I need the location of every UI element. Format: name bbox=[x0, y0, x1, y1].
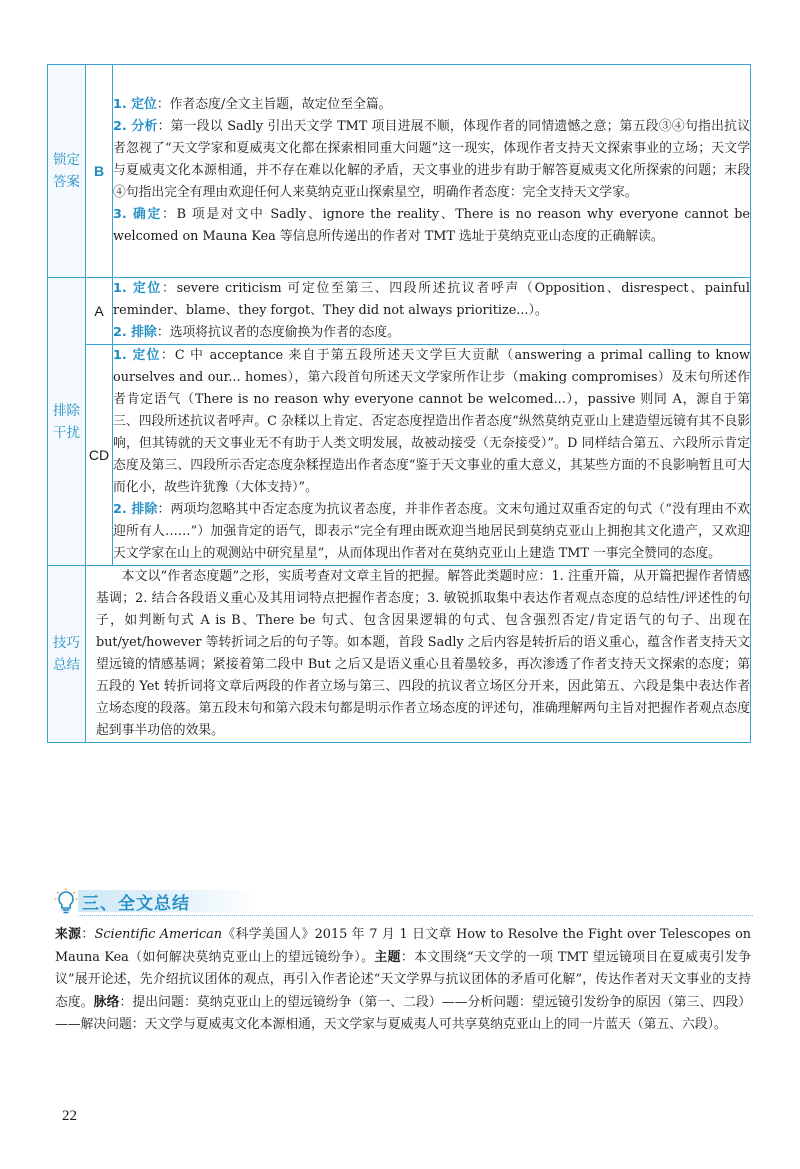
theme-text: ：本文围绕“天文学的一项 TMT 望远镜项目在夏威夷引发争议”展开论述，先介绍抗议团体的观点，再引入作者论述“天文学界与抗议团体的矛盾可化解”，传达作者对天文事业的支持态度。 bbox=[55, 949, 752, 1010]
lock-step-1: 1. 定位：作者态度/全文主旨题，故定位至全篇。 bbox=[113, 97, 392, 112]
row-exclude-cd bbox=[48, 345, 751, 566]
exclude-a-step-1: 1. 定位：severe criticism 可定位至第三、四段所述抗议者呼声（Opposition、disrespect、painful reminder、blame、they forgot、They did not always prioritize...）。 bbox=[113, 281, 750, 318]
article-summary: 来源：Scientific American《科学美国人》2015 年 7 月 1 日文章 How to Resolve the Fight over Telescopes on Mauna Kea（如何解决莫纳克亚山上的望远镜纷争）。主题：本文围绕“天文学的一项 TMT 望远镜项目在夏威夷引发争议”展开论述，先介绍抗议团体的观点，再引入作者论述“天文学界与抗议团体的矛盾可化解”，传达作者对天文事业的支持态度。脉络：提出问题：莫纳克亚山上的望远镜纷争（第一、二段）——分析问题：望远镜引发纷争的原因（第三、四段）——解决问题：天文学与夏威夷文化本源相通，天文学家与夏威夷人可共享莫纳克亚山上的同一片蓝天（第五、六段）。 bbox=[55, 927, 752, 1032]
context-label: 脉络 bbox=[93, 994, 120, 1010]
exclude-a-body bbox=[113, 278, 751, 345]
section-title: 三、全文总结 bbox=[82, 894, 190, 914]
source-text: 《科学美国人》2015 年 7 月 1 日文章 How to Resolve the Fight over Telescopes on Mauna Kea（如何解决莫纳克亚山上的望远镜纷争）。 bbox=[55, 927, 752, 965]
theme-label: 主题 bbox=[374, 949, 401, 965]
row-lock-answer bbox=[48, 65, 751, 278]
option-cd: CD bbox=[86, 345, 113, 566]
exclude-cd-step-1: 1. 定位：C 中 acceptance 来自于第五段所述天文学巨大贡献（answering a primal calling to know ourselves and our... homes），第六段首句所述天文学家所作让步（making compromises）及末句所述作者肯定语气（There is no reason why everyone cannot be welcomed...），passive 则同 A，源自于第三、四段所述抗议者呼声。C 杂糅以上肯定、否定态度捏造出作者态度“纵然莫纳克亚山上建造望远镜有其不良影响，但其铸就的天文事业无不有助于人类文明发展，故被动接受（无奈接受）”。D 同样结合第五、六段所示肯定态度及第三、四段所示否定态度杂糅捏造出作者态度“鉴于天文事业的重大意义，其某些方面的不良影响暂且可大而化小，故些许犹豫（大体支持）”。 bbox=[113, 348, 750, 495]
lock-answer-body bbox=[113, 65, 751, 278]
category-lock-answer: 锁定答案 bbox=[48, 65, 86, 278]
lock-step-2: 2. 分析：第一段以 Sadly 引出天文学 TMT 项目进展不顺，体现作者的同情遗憾之意；第五段③④句指出抗议者忽视了“天文学家和夏威夷文化都在探索相同重大问题”这一现实，体现作者支持天文探索事业的立场；天文学与夏威夷文化本源相通，并不存在难以化解的矛盾，天文事业的进步有助于解答夏威夷文化所探索的问题；末段④句指出完全有理由欢迎任何人来莫纳克亚山探索星空，明确作者态度：完全支持天文学家。 bbox=[113, 119, 750, 200]
section-heading bbox=[52, 886, 752, 916]
section-divider bbox=[78, 915, 753, 916]
tips-text: 本文以“作者态度题”之形，实质考查对文章主旨的把握。解答此类题时应：1. 注重开篇，从开篇把握作者情感基调；2. 结合各段语义重心及其用词特点把握作者态度；3. 敏锐抓取集中表达作者观点态度的总结性/评述性的句子，如判断句式 A is B、There be 句式、包含因果逻辑的句式、包含强烈否定/肯定语气的句子、出现在 but/yet/however 等转折词之后的句子等。如本题，首段 Sadly 之后内容是转折后的语义重心，蕴含作者支持天文望远镜的情感基调；紧接着第二段中 But 之后又是语义重心且着墨较多，再次渗透了作者支持天文探索的态度；第五段的 Yet 转折词将文章后两段的作者立场与第三、四段的抗议者立场区分开来，因此第五、六段是集中表达作者立场态度的段落。第五段末句和第六段末句都是明示作者立场态度的评述句，准确理解两句主旨对把握作者观点态度起到事半功倍的效果。 bbox=[96, 569, 750, 738]
page-number: 22 bbox=[62, 1108, 77, 1124]
tips-body bbox=[86, 566, 751, 743]
exclude-cd-body bbox=[113, 345, 751, 566]
lightbulb-icon bbox=[54, 888, 78, 914]
source-journal: Scientific American bbox=[94, 927, 222, 942]
answer-option: B bbox=[86, 65, 113, 278]
lock-step-3: 3. 确定：B 项是对文中 Sadly、ignore the reality、There is no reason why everyone cannot be welcomed on Mauna Kea 等信息所传递出的作者对 TMT 选址于莫纳克亚山态度的正确解读。 bbox=[113, 207, 750, 244]
category-tips: 技巧总结 bbox=[48, 566, 86, 743]
category-exclude: 排除干扰 bbox=[48, 278, 86, 566]
source-label: 来源 bbox=[55, 927, 82, 942]
option-a: A bbox=[86, 278, 113, 345]
analysis-table bbox=[47, 64, 751, 743]
row-tips bbox=[48, 566, 751, 743]
row-exclude-a bbox=[48, 278, 751, 345]
exclude-cd-step-2: 2. 排除：两项均忽略其中否定态度为抗议者态度，并非作者态度。文末句通过双重否定的句式（“没有理由不欢迎所有人……”）加强肯定的语气，即表示“完全有理由既欢迎当地居民到莫纳克亚山上拥抱其文化遗产，又欢迎天文学家在山上的观测站中研究星星”，从而体现出作者对在莫纳克亚山上建造 TMT 一事完全赞同的态度。 bbox=[113, 502, 750, 561]
context-text: ：提出问题：莫纳克亚山上的望远镜纷争（第一、二段）——分析问题：望远镜引发纷争的原因（第三、四段）——解决问题：天文学与夏威夷文化本源相通，天文学家与夏威夷人可共享莫纳克亚山上的同一片蓝天（第五、六段）。 bbox=[55, 994, 752, 1032]
exclude-a-step-2: 2. 排除：选项将抗议者的态度偷换为作者的态度。 bbox=[113, 325, 400, 340]
